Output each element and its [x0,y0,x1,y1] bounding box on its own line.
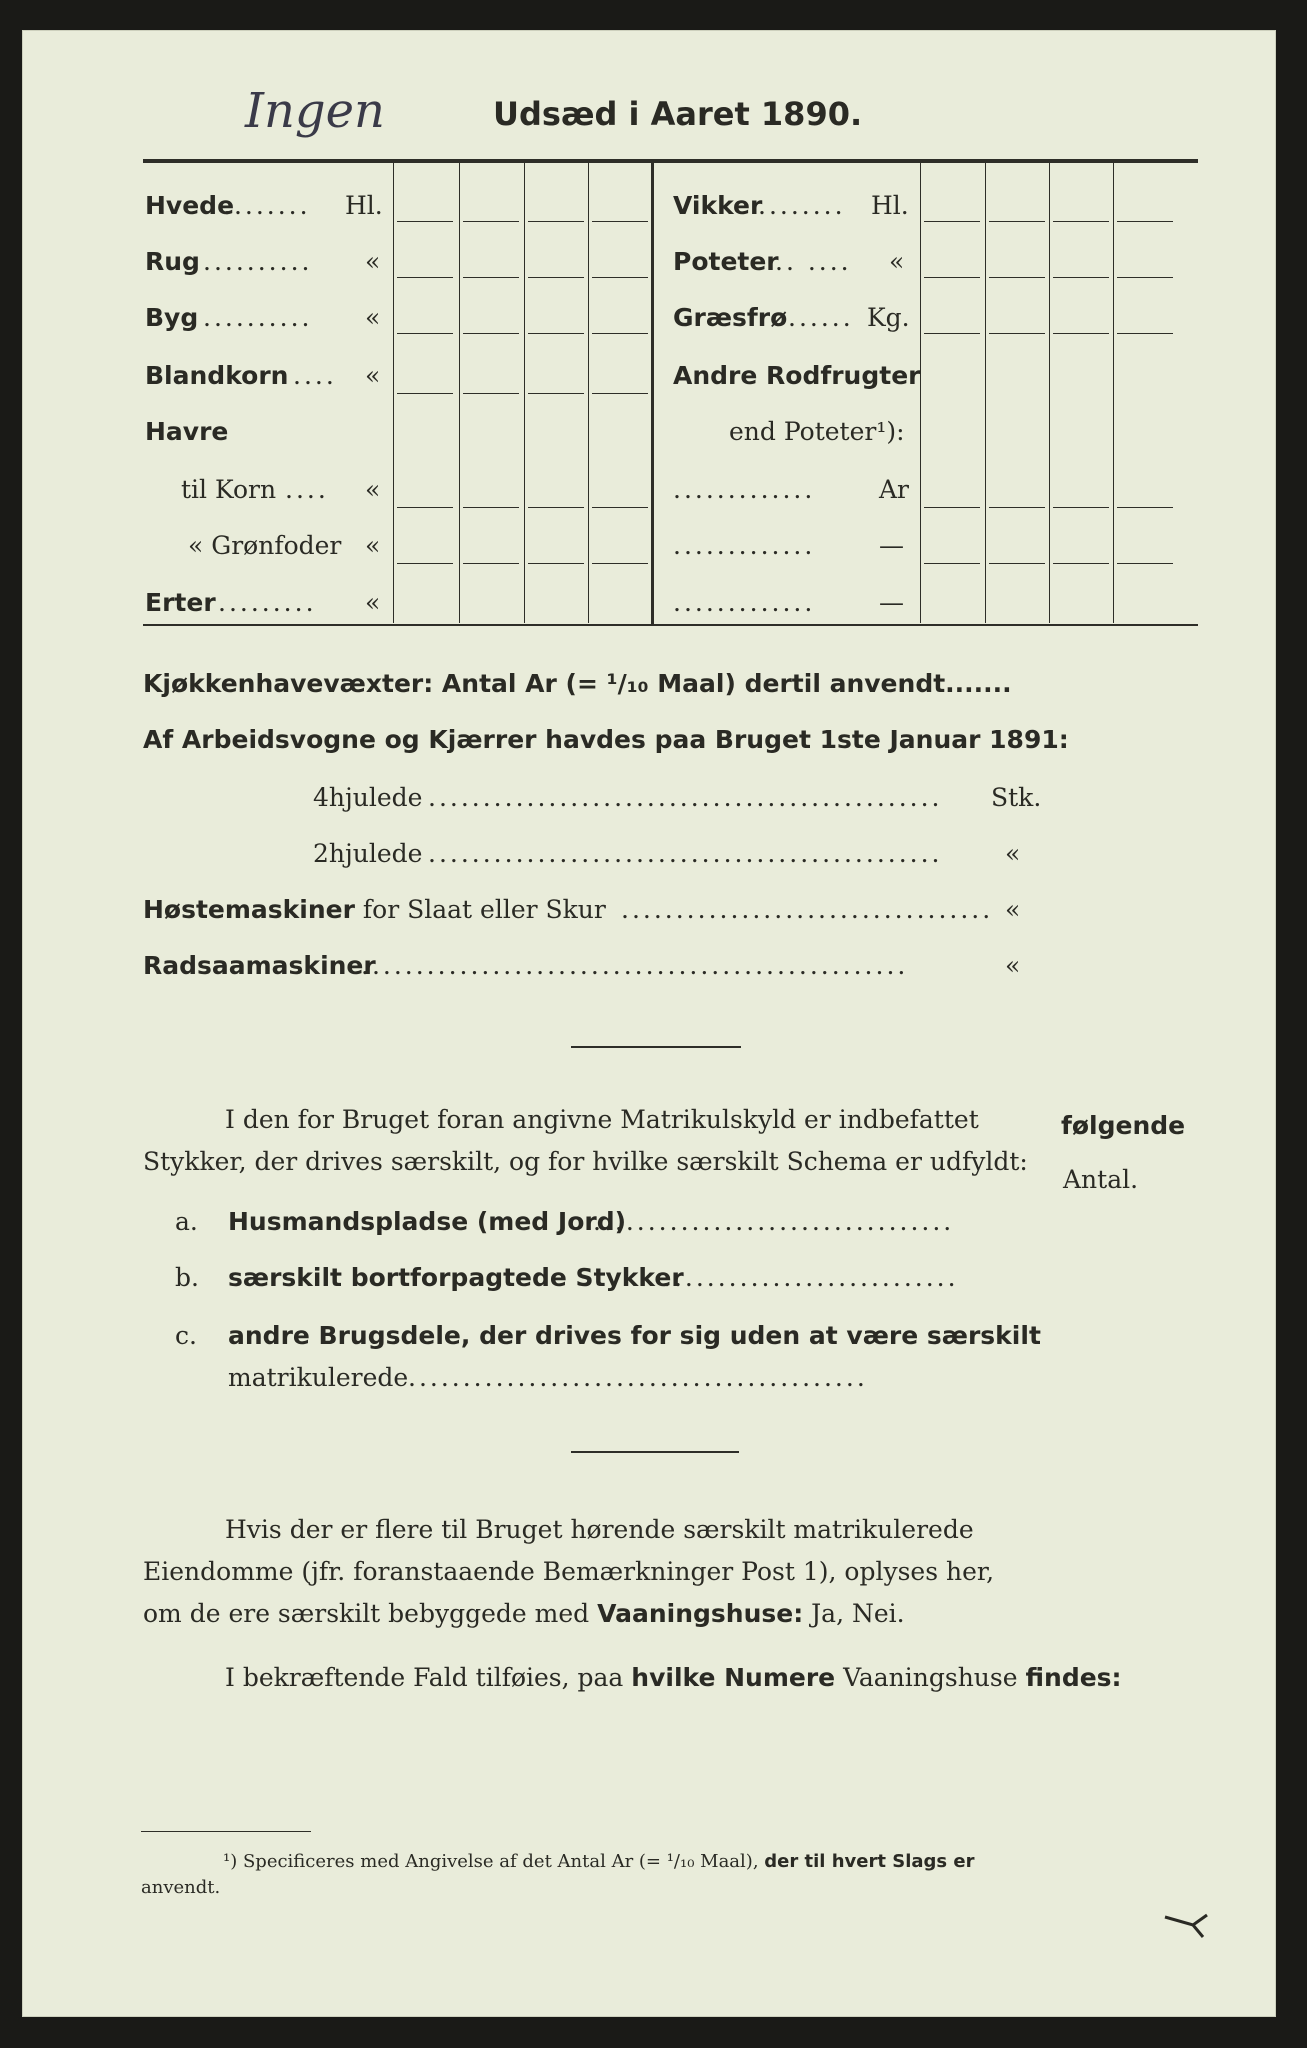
grid-cell-line [528,221,584,222]
table-top-rule [143,159,1198,163]
hjul4-unit: Stk. [991,783,1042,812]
row-dots: ............. [673,588,816,617]
row-dots: ............. [673,475,816,504]
grid-cell-line [397,563,453,564]
grid-cell-line [397,393,453,394]
item-b-dots: ........................... [663,1263,959,1292]
bekraeftende-line [225,1663,1122,1692]
item-b-letter: b. [175,1263,199,1292]
grid-cell-line [924,333,980,334]
row-unit: Hl. [871,191,909,220]
grid-cell-line [1117,507,1173,508]
grid-cell-line [463,563,519,564]
grid-line [1049,163,1050,623]
flere-line3 [143,1599,905,1628]
row-unit: « [365,475,381,504]
row-label-rug: Rug [145,247,200,276]
row-unit: Kg. [867,303,910,332]
footnote-line1 [223,1851,974,1872]
grid-cell-line [592,393,648,394]
grid-cell-line [397,507,453,508]
grid-cell-line [924,563,980,564]
row-label-blandkorn: Blandkorn [145,361,289,390]
grid-cell-line [528,277,584,278]
grid-cell-line [592,563,648,564]
footnote-line1-a: ¹) Specificeres med Angivelse af det Antal Ar (= ¹/₁₀ Maal), [223,1851,759,1872]
row-label-erter: Erter [145,588,216,617]
flere-line3-a: om de ere særskilt bebyggede med [143,1599,590,1628]
grid-cell-line [397,333,453,334]
footnote-line2: anvendt. [141,1877,221,1898]
item-a-text: Husmandspladse (med Jord) [228,1207,627,1236]
grid-cell-line [924,277,980,278]
grid-cell-line [989,333,1045,334]
footnote-rule [141,1831,311,1832]
rad-dots: .................................................. [361,951,909,980]
row-unit: « [365,361,381,390]
item-c-text: andre Brugsdele, der drives for sig uden at være særskilt [228,1321,1041,1350]
item-c-dots: .......................................... [408,1363,868,1392]
row-label-poteter: Poteter [673,247,779,276]
hoste-label: Høstemaskiner [143,895,355,924]
form-title: Udsæd i Aaret 1890. [493,95,863,133]
bekraeftende-a: I bekræftende Fald tilføies, paa [225,1663,624,1692]
table-center-divider [651,161,654,626]
row-dots: ......... [218,588,317,617]
grid-cell-line [528,333,584,334]
hoste-rest: for Slaat eller Skur [362,895,606,924]
item-a-dots: ................................. [593,1207,955,1236]
grid-cell-line [463,393,519,394]
bekraeftende-b: hvilke Numere [631,1663,836,1692]
row-label-end-poteter: end Poteter¹): [729,417,905,446]
row-label-havre: Havre [145,417,229,446]
rad-unit: « [1005,951,1021,980]
ja-nei-options: Ja, Nei. [811,1599,905,1628]
row-label-vikker: Vikker [673,191,763,220]
grid-cell-line [528,393,584,394]
hjul4-label: 4hjulede [313,783,423,812]
grid-cell-line [592,277,648,278]
row-dots: ........ [223,191,311,220]
matrikul-line1: I den for Bruget foran angivne Matrikulskyld er indbefattet [225,1105,979,1134]
hjul2-label: 2hjulede [313,839,423,868]
grid-cell-line [1053,277,1109,278]
matrikul-line2: Stykker, der drives særskilt, og for hvilke særskilt Schema er udfyldt: [143,1147,1028,1176]
grid-cell-line [1053,333,1109,334]
grid-cell-line [592,507,648,508]
arbeidsvogne-line: Af Arbeidsvogne og Kjærrer havdes paa Bruget 1ste Januar 1891: [143,725,1069,754]
item-c-text2: matrikulerede [228,1363,409,1392]
row-dots: .......... [203,247,313,276]
row-dots: .... [293,361,337,390]
hoste-dots: .................................. [621,895,994,924]
row-label-andre-rodfrugter: Andre Rodfrugter [673,361,921,390]
pen-mark [1163,1911,1213,1941]
row-dots: ........ [758,191,846,220]
row-unit: — [879,588,904,617]
grid-cell-line [397,277,453,278]
grid-cell-line [1117,333,1173,334]
row-label-byg: Byg [145,303,199,332]
bekraeftende-d: findes: [1025,1663,1122,1692]
row-label-til-korn: til Korn [181,475,277,504]
grid-cell-line [924,507,980,508]
row-dots: .. .... [775,247,852,276]
flere-line1: Hvis der er flere til Bruget hørende særskilt matrikulerede [225,1515,974,1544]
vaaningshuse-label: Vaaningshuse: [597,1599,804,1628]
row-unit: « [365,247,381,276]
handwritten-note: Ingen [245,83,385,139]
separator [571,1046,741,1048]
hjul2-unit: « [1005,839,1021,868]
grid-cell-line [989,507,1045,508]
row-unit: « [365,531,381,560]
grid-cell-line [528,507,584,508]
folgende-text: følgende [1061,1111,1186,1140]
flere-line2: Eiendomme (jfr. foranstaaende Bemærkninger Post 1), oplyses her, [143,1557,995,1586]
grid-cell-line [1053,563,1109,564]
grid-cell-line [397,221,453,222]
row-dots: ...... [788,303,854,332]
grid-cell-line [463,507,519,508]
table-bottom-rule [143,624,1198,626]
row-unit: « [365,303,381,332]
grid-cell-line [463,221,519,222]
grid-cell-line [1053,221,1109,222]
grid-line [459,163,460,623]
row-unit: « [889,247,905,276]
hoste-unit: « [1005,895,1021,924]
item-b-text: særskilt bortforpagtede Stykker [228,1263,684,1292]
footnote-line1-b: der til hvert Slags er [764,1851,975,1872]
grid-cell-line [592,333,648,334]
grid-cell-line [528,563,584,564]
grid-cell-line [989,563,1045,564]
grid-line [1113,163,1114,623]
separator [571,1451,739,1453]
grid-cell-line [924,221,980,222]
rad-label: Radsaamaskiner [143,951,376,980]
kjokkenhave-text: Kjøkkenhavevæxter: Antal Ar (= ¹/₁₀ Maal) dertil anvendt....... [143,669,1012,698]
grid-cell-line [1117,277,1173,278]
grid-line [985,163,986,623]
hjul2-dots: ............................................... [428,839,943,868]
item-c-letter: c. [175,1321,197,1350]
antal-text: Antal. [1063,1165,1139,1194]
grid-cell-line [463,333,519,334]
row-unit: — [879,531,904,560]
grid-line [920,163,921,623]
grid-cell-line [989,277,1045,278]
bekraeftende-c: Vaaningshuse [843,1663,1018,1692]
grid-cell-line [592,221,648,222]
form-page [22,30,1276,2017]
row-dots: .......... [203,303,313,332]
grid-line [524,163,525,623]
grid-cell-line [989,221,1045,222]
row-label-gronfoder: « Grønfoder [188,531,342,560]
hoste-line [143,895,606,924]
row-unit: « [365,588,381,617]
grid-cell-line [1117,221,1173,222]
grid-cell-line [463,277,519,278]
kjokkenhave-line [143,669,1012,698]
row-unit: Ar [879,475,910,504]
grid-line [393,163,394,623]
grid-cell-line [1117,563,1173,564]
grid-line [588,163,589,623]
row-label-graesfro: Græsfrø [673,303,788,332]
grid-cell-line [1053,507,1109,508]
row-dots: .... [285,475,329,504]
item-a-letter: a. [175,1207,198,1236]
row-label-hvede: Hvede [145,191,235,220]
row-unit: Hl. [345,191,383,220]
row-dots: ............. [673,531,816,560]
hjul4-dots: ............................................... [428,783,943,812]
